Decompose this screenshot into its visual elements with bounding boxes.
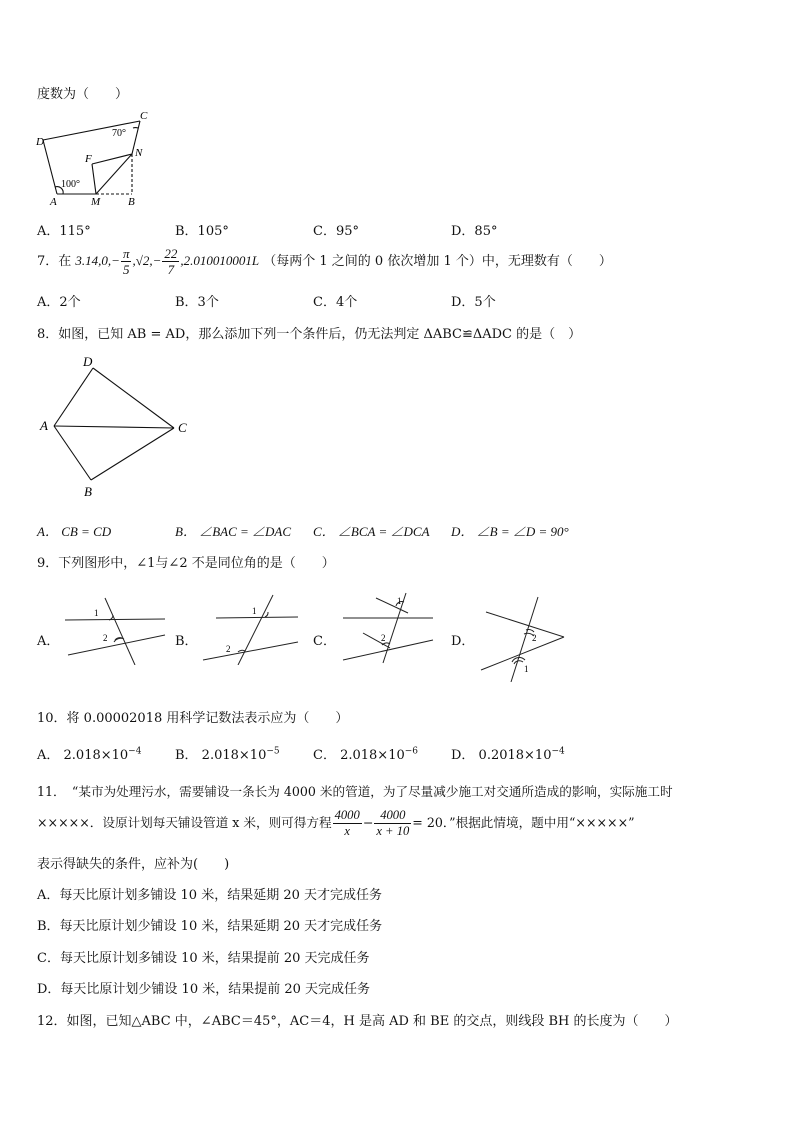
q9-option-b-label[interactable]: B． — [175, 634, 198, 649]
q9-stem: 9．下列图形中，∠1与∠2 不是同位角的是（ ） — [37, 556, 335, 571]
q6-option-a[interactable]: A．115° — [37, 224, 91, 239]
q11-frac2 — [374, 808, 411, 839]
q10a-exp: −4 — [128, 746, 142, 757]
q7-option-b[interactable]: B．3个 — [175, 295, 219, 310]
q8-stem: 8．如图，已知 AB = AD，那么添加下列一个条件后，仍无法判定 ΔABC≌ΔADC 的是（ ） — [37, 327, 582, 342]
q8-figure — [36, 350, 201, 505]
q10c-exp: −6 — [404, 746, 419, 757]
q9d-mark-1: 1 — [524, 664, 529, 674]
q11-f1-num: 4000 — [334, 808, 360, 822]
fig8-label-a: A — [40, 418, 48, 433]
q8-option-d[interactable]: D． ∠B = ∠D = 90° — [451, 524, 569, 539]
fig6-label-f: F — [85, 153, 92, 165]
fig6-angle-70: 70° — [112, 128, 126, 139]
q11-f1-den: x — [344, 824, 350, 838]
q11-line2a: ×××××．设原计划每天铺设管道 x 米，则可得方程 — [37, 815, 332, 830]
q12-stem: 12．如图，已知△ABC 中，∠ABC＝45°，AC＝4，H 是高 AD 和 BE 的交点，则线段 BH 的长度为（ ） — [37, 1014, 678, 1029]
q6-option-d[interactable]: D．85° — [451, 224, 498, 239]
q9c-mark-2: 2 — [381, 633, 386, 643]
q9-figure-c — [338, 588, 438, 668]
q11-option-c[interactable]: C．每天比原计划多铺设 10 米，结果提前 20 天完成任务 — [37, 951, 370, 966]
q9-option-a-label[interactable]: A． — [37, 634, 60, 649]
q7-seq-a: 3.14,0,− — [75, 253, 120, 268]
q6-stem-tail: 度数为（ ） — [37, 87, 129, 102]
q7-option-d[interactable]: D．5个 — [451, 295, 496, 310]
q9c-mark-1: 1 — [397, 596, 402, 606]
q9d-mark-2: 2 — [532, 633, 537, 643]
q7-seq-b: ,√2,− — [132, 253, 162, 268]
q9-option-d-label[interactable]: D． — [451, 634, 475, 649]
fig8-label-b: B — [84, 484, 92, 499]
q9-option-c-label[interactable]: C． — [313, 634, 336, 649]
q7-frac2-num: 22 — [164, 246, 178, 261]
q7-option-a[interactable]: A．2个 — [37, 295, 81, 310]
q10-option-c[interactable] — [313, 744, 418, 763]
q10d-exp: −4 — [551, 746, 565, 757]
q6-option-b[interactable]: B．105° — [175, 224, 229, 239]
q8-option-a[interactable]: A． CB = CD — [37, 524, 112, 539]
q7-frac2-den: 7 — [167, 262, 175, 277]
q8-option-c[interactable]: C． ∠BCA = ∠DCA — [313, 524, 430, 539]
q11-line2b: = 20．”根据此情境，题中用“×××××” — [412, 815, 635, 830]
q8-option-b[interactable]: B． ∠BAC = ∠DAC — [175, 524, 292, 539]
q10d-base: D． 0.2018×10 — [451, 748, 552, 763]
q11-f2-num: 4000 — [374, 808, 411, 824]
q10-option-b[interactable] — [175, 744, 280, 763]
fig6-label-c: C — [140, 110, 148, 122]
q7-stem — [37, 246, 612, 277]
fig6-angle-100: 100° — [61, 179, 80, 190]
q10-stem: 10．将 0.00002018 用科学记数法表示应为（ ） — [37, 711, 349, 726]
q10b-base: B． 2.018×10 — [175, 748, 267, 763]
q11-option-a[interactable]: A．每天比原计划多铺设 10 米，结果延期 20 天才完成任务 — [37, 888, 383, 903]
fig6-label-b: B — [128, 196, 135, 206]
q11-option-d[interactable]: D．每天比原计划少铺设 10 米，结果提前 20 天完成任务 — [37, 982, 371, 997]
q10b-exp: −5 — [266, 746, 280, 757]
q10c-base: C． 2.018×10 — [313, 748, 405, 763]
fig6-label-n: N — [135, 147, 143, 159]
q9-figure-a — [60, 590, 170, 665]
q11-option-b[interactable]: B．每天比原计划少铺设 10 米，结果延期 20 天才完成任务 — [37, 919, 383, 934]
q10-option-a[interactable] — [37, 744, 141, 763]
q11-minus: − — [362, 815, 374, 830]
q7-seq-c: ,2.010010001L — [180, 253, 260, 268]
q11-frac1 — [333, 808, 362, 839]
q7-frac1-den: 5 — [122, 262, 130, 277]
q6-figure — [30, 104, 160, 206]
q10-option-d[interactable] — [451, 744, 565, 763]
fig6-label-a: A — [50, 196, 57, 206]
fig6-label-d: D — [36, 136, 44, 148]
q10a-base: A． 2.018×10 — [37, 748, 129, 763]
q11-line3: 表示得缺失的条件，应补为( ) — [37, 857, 230, 872]
q11-line1: 11． “某市为处理污水，需要铺设一条长为 4000 米的管道，为了尽量减少施工对交通所造成的影响，实际施工时 — [37, 784, 673, 799]
q9b-mark-1: 1 — [252, 606, 257, 616]
q7-num: 7．在 — [37, 254, 72, 269]
q6-option-c[interactable]: C．95° — [313, 224, 359, 239]
q7-frac-22-7 — [162, 246, 179, 277]
q7-frac1-num: π — [122, 246, 130, 261]
q7-note: （每两个 1 之间的 0 依次增加 1 个）中，无理数有（ ） — [263, 254, 612, 269]
q9-figure-d — [476, 592, 571, 682]
fig6-label-m: M — [91, 196, 101, 206]
q11-f2-den: x + 10 — [376, 824, 410, 838]
fig8-label-c: C — [178, 420, 187, 435]
fig8-label-d: D — [83, 354, 93, 369]
q9-figure-b — [198, 590, 308, 665]
q9a-mark-1: 1 — [94, 608, 99, 618]
q7-option-c[interactable]: C．4个 — [313, 295, 358, 310]
q9b-mark-2: 2 — [226, 644, 231, 654]
q9a-mark-2: 2 — [103, 633, 108, 643]
q7-frac-pi5 — [121, 246, 132, 277]
q11-line2 — [37, 805, 635, 841]
